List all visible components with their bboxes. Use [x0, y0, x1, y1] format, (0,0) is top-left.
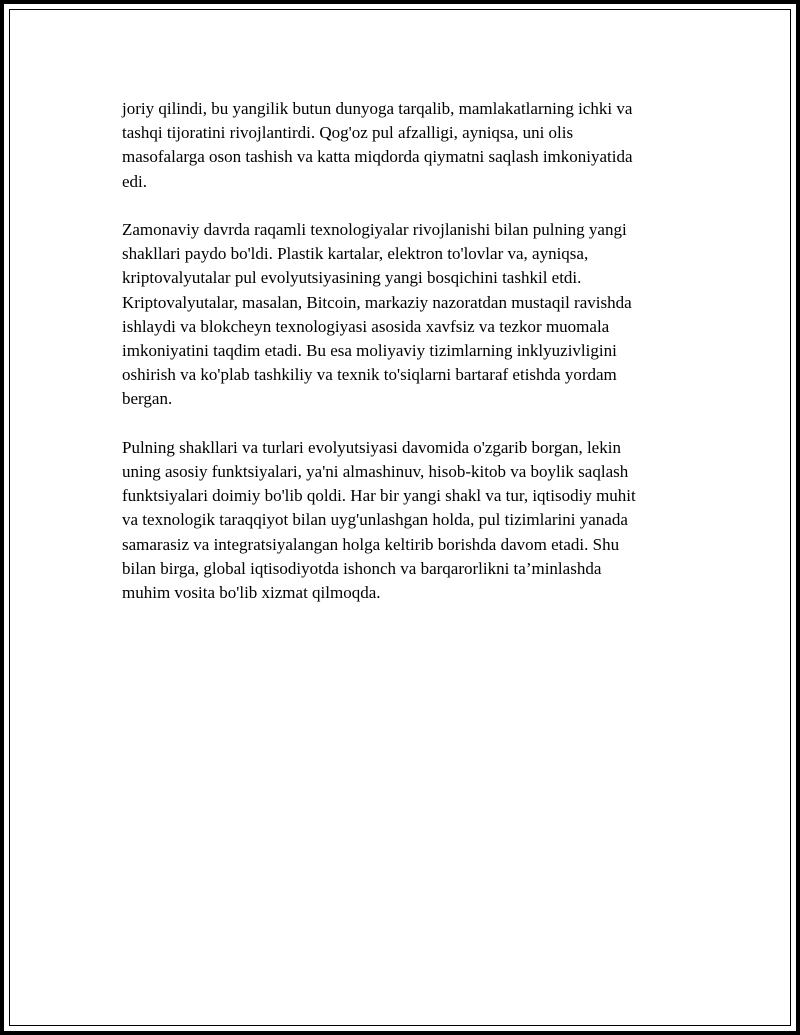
text-line: edi.: [122, 171, 148, 191]
text-line: funktsiyalari doimiy bo'lib qoldi. Har bir yangi shakl va tur, iqtisodiy muhit: [122, 486, 636, 506]
text-line: bergan.: [122, 389, 173, 409]
text-line: muhim vosita bo'lib xizmat qilmoqda.: [122, 583, 381, 603]
text-line: joriy qilindi, bu yangilik butun dunyoga tarqalib, mamlakatlarning ichki va: [122, 99, 633, 118]
text-line: Kriptovalyutalar, masalan, Bitcoin, markaziy nazoratdan mustaqil ravishda: [122, 292, 632, 312]
paragraph-3: [122, 436, 687, 605]
text-line: shakllari paydo bo'ldi. Plastik kartalar, elektron to'lovlar va, ayniqsa,: [122, 244, 589, 264]
text-line: bilan birga, global iqtisodiyotda ishonch va barqarorlikni ta’minlashda: [122, 558, 602, 578]
text-line: imkoniyatini taqdim etadi. Bu esa moliyaviy tizimlarning inklyuzivligini: [122, 341, 617, 361]
text-line: ishlaydi va blokcheyn texnologiyasi asosida xavfsiz va tezkor muomala: [122, 316, 610, 336]
paragraph-1: [122, 97, 687, 194]
text-line: va texnologik taraqqiyot bilan uyg'unlashgan holda, pul tizimlarini yanada: [122, 510, 628, 530]
text-line: oshirish va ko'plab tashkiliy va texnik to'siqlarni bartaraf etishda yordam: [122, 365, 617, 385]
text-line: kriptovalyutalar pul evolyutsiyasining yangi bosqichini tashkil etdi.: [122, 268, 582, 288]
document-body: [122, 97, 687, 629]
text-line: uning asosiy funktsiyalari, ya'ni almashinuv, hisob-kitob va boylik saqlash: [122, 462, 629, 482]
paragraph-2: [122, 218, 687, 412]
text-line: Zamonaviy davrda raqamli texnologiyalar rivojlanishi bilan pulning yangi: [122, 220, 627, 239]
text-line: Pulning shakllari va turlari evolyutsiyasi davomida o'zgarib borgan, lekin: [122, 437, 621, 457]
text-line: tashqi tijoratini rivojlantirdi. Qog'oz pul afzalligi, ayniqsa, uni olis: [122, 123, 574, 143]
text-line: masofalarga oson tashish va katta miqdorda qiymatni saqlash imkoniyatida: [122, 147, 633, 167]
text-line: samarasiz va integratsiyalangan holga keltirib borishda davom etadi. Shu: [122, 534, 620, 554]
